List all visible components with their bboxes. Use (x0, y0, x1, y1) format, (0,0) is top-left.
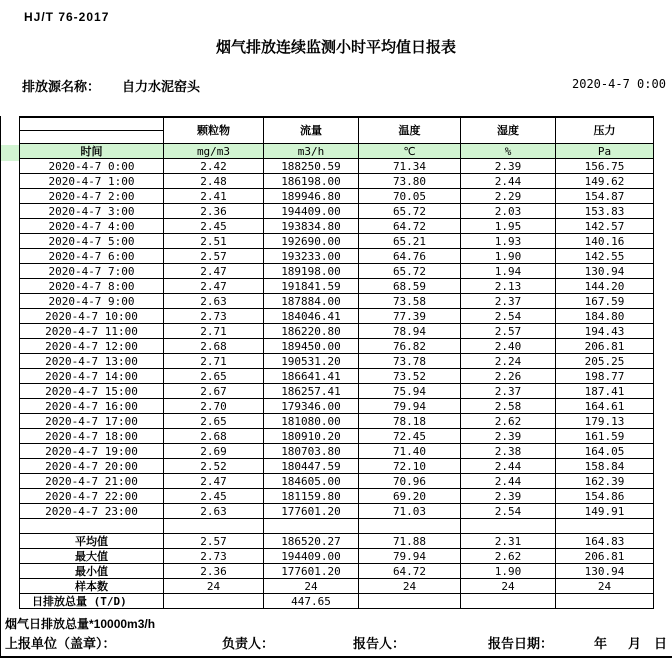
table-row (20, 294, 654, 309)
cell: 2020-4-7 16:00 (20, 399, 164, 414)
cell: 24 (264, 579, 359, 594)
cell: 2.71 (164, 324, 264, 339)
blank-cell (556, 519, 654, 534)
cell: 2.29 (461, 189, 556, 204)
cell: 2020-4-7 15:00 (20, 384, 164, 399)
cell: 1.90 (461, 564, 556, 579)
cell: 2.37 (461, 384, 556, 399)
cell: 2.57 (164, 249, 264, 264)
summary-rows (20, 534, 654, 609)
cell: 70.96 (359, 474, 461, 489)
cell (359, 594, 461, 609)
table-row (20, 339, 654, 354)
cell: 2020-4-7 14:00 (20, 369, 164, 384)
cell: 180703.80 (264, 444, 359, 459)
cell: 149.91 (556, 504, 654, 519)
cell: 2.63 (164, 294, 264, 309)
table-row (20, 354, 654, 369)
col-header-temperature: 温度 (359, 117, 461, 144)
cell: 180447.59 (264, 459, 359, 474)
table-row (20, 369, 654, 384)
cell: 188250.59 (264, 159, 359, 174)
cell: 158.84 (556, 459, 654, 474)
cell: 187884.00 (264, 294, 359, 309)
cell: 180910.20 (264, 429, 359, 444)
cell: 1.95 (461, 219, 556, 234)
table-row (20, 219, 654, 234)
cell: 2.37 (461, 294, 556, 309)
unit-particulate: mg/m3 (164, 144, 264, 159)
cell: 24 (164, 579, 264, 594)
table-row (20, 504, 654, 519)
sheet-left-edge (0, 116, 1, 658)
table-row (20, 309, 654, 324)
cell: 2.44 (461, 174, 556, 189)
cell: 24 (461, 579, 556, 594)
cell: 最大值 (20, 549, 164, 564)
cell: 2.52 (164, 459, 264, 474)
summary-row (20, 534, 654, 549)
cell: 187.41 (556, 384, 654, 399)
cell: 75.94 (359, 384, 461, 399)
cell: 447.65 (264, 594, 359, 609)
cell: 2.39 (461, 159, 556, 174)
cell: 164.05 (556, 444, 654, 459)
table-row (20, 159, 654, 174)
cell: 64.72 (359, 219, 461, 234)
cell: 2020-4-7 22:00 (20, 489, 164, 504)
cell: 2020-4-7 8:00 (20, 279, 164, 294)
year-label: 年 (594, 636, 608, 651)
report-title: 烟气排放连续监测小时平均值日报表 (215, 39, 456, 56)
cell: 71.03 (359, 504, 461, 519)
cell: 2.38 (461, 444, 556, 459)
cell: 78.18 (359, 414, 461, 429)
cell: 2.54 (461, 309, 556, 324)
cell: 65.72 (359, 204, 461, 219)
report-datetime: 2020-4-7 0:00 (572, 77, 666, 91)
cell: 2.62 (461, 549, 556, 564)
cell: 2.45 (164, 219, 264, 234)
cell: 2.13 (461, 279, 556, 294)
blank-cell (164, 519, 264, 534)
cell: 154.87 (556, 189, 654, 204)
cell: 78.94 (359, 324, 461, 339)
cell: 2.73 (164, 309, 264, 324)
cell: 2020-4-7 13:00 (20, 354, 164, 369)
table-row (20, 459, 654, 474)
cell: 167.59 (556, 294, 654, 309)
table-row (20, 174, 654, 189)
cell: 162.39 (556, 474, 654, 489)
cell: 2.63 (164, 504, 264, 519)
cell: 161.59 (556, 429, 654, 444)
spacer-row (20, 519, 654, 534)
cell: 2.67 (164, 384, 264, 399)
cell: 205.25 (556, 354, 654, 369)
cell: 186220.80 (264, 324, 359, 339)
cell: 样本数 (20, 579, 164, 594)
table-row (20, 189, 654, 204)
col-header-particulate: 颗粒物 (164, 117, 264, 144)
blank-cell (264, 519, 359, 534)
cell: 71.34 (359, 159, 461, 174)
cell: 73.58 (359, 294, 461, 309)
cell: 194409.00 (264, 204, 359, 219)
cell: 2020-4-7 12:00 (20, 339, 164, 354)
cell: 206.81 (556, 549, 654, 564)
cell: 2.39 (461, 429, 556, 444)
table-row (20, 474, 654, 489)
cell: 2020-4-7 10:00 (20, 309, 164, 324)
cell: 186520.27 (264, 534, 359, 549)
cell: 177601.20 (264, 504, 359, 519)
cell: 193233.00 (264, 249, 359, 264)
source-name-value: 自力水泥窑头 (122, 79, 201, 94)
table-row (20, 444, 654, 459)
cell: 144.20 (556, 279, 654, 294)
cell: 181080.00 (264, 414, 359, 429)
table-row (20, 264, 654, 279)
cell: 164.83 (556, 534, 654, 549)
summary-row (20, 579, 654, 594)
cell: 190531.20 (264, 354, 359, 369)
cell: 2.44 (461, 459, 556, 474)
cell: 65.21 (359, 234, 461, 249)
cell: 72.45 (359, 429, 461, 444)
cell: 76.82 (359, 339, 461, 354)
table-row (20, 414, 654, 429)
cell: 2020-4-7 20:00 (20, 459, 164, 474)
cell: 2.62 (461, 414, 556, 429)
cell: 2.65 (164, 369, 264, 384)
responsible-person-label: 负责人： (222, 636, 275, 651)
cell: 181159.80 (264, 489, 359, 504)
table-header (20, 117, 654, 159)
cell: 2020-4-7 5:00 (20, 234, 164, 249)
cell: 73.80 (359, 174, 461, 189)
day-label: 日 (654, 636, 668, 651)
report-date-label: 报告日期： (488, 636, 554, 651)
unit-pressure: Pa (556, 144, 654, 159)
cell: 2.69 (164, 444, 264, 459)
cell: 2.45 (164, 489, 264, 504)
cell: 2020-4-7 7:00 (20, 264, 164, 279)
cell: 2.54 (461, 504, 556, 519)
sheet-bottom-edge (0, 656, 672, 658)
cell: 2020-4-7 21:00 (20, 474, 164, 489)
cell: 154.86 (556, 489, 654, 504)
header-row-top (20, 117, 654, 131)
cell: 64.76 (359, 249, 461, 264)
cell: 2.36 (164, 204, 264, 219)
cell: 2.58 (461, 399, 556, 414)
cell: 2.42 (164, 159, 264, 174)
cell: 186641.41 (264, 369, 359, 384)
table-row (20, 384, 654, 399)
summary-row (20, 549, 654, 564)
cell: 77.39 (359, 309, 461, 324)
cell: 164.61 (556, 399, 654, 414)
cell: 206.81 (556, 339, 654, 354)
cell: 191841.59 (264, 279, 359, 294)
cell: 193834.80 (264, 219, 359, 234)
blank-cell (359, 519, 461, 534)
total-emission-note: 烟气日排放总量*10000m3/h (5, 617, 156, 631)
month-label: 月 (628, 636, 642, 651)
cell: 179.13 (556, 414, 654, 429)
source-name-label: 排放源名称： (22, 79, 101, 94)
cell: 2.68 (164, 339, 264, 354)
cell: 198.77 (556, 369, 654, 384)
cell: 142.57 (556, 219, 654, 234)
cell (556, 594, 654, 609)
cell: 2020-4-7 3:00 (20, 204, 164, 219)
cell (461, 594, 556, 609)
cell: 2.41 (164, 189, 264, 204)
cell: 2.26 (461, 369, 556, 384)
cell: 194409.00 (264, 549, 359, 564)
cell: 189450.00 (264, 339, 359, 354)
cell: 130.94 (556, 564, 654, 579)
cell: 2.40 (461, 339, 556, 354)
cell: 2.57 (164, 534, 264, 549)
spacer-section (20, 519, 654, 534)
cell: 1.94 (461, 264, 556, 279)
table-row (20, 249, 654, 264)
cell: 79.94 (359, 399, 461, 414)
cell: 149.62 (556, 174, 654, 189)
cell: 68.59 (359, 279, 461, 294)
cell: 2.44 (461, 474, 556, 489)
cell: 64.72 (359, 564, 461, 579)
cell: 24 (359, 579, 461, 594)
cell: 186198.00 (264, 174, 359, 189)
cell: 2.47 (164, 279, 264, 294)
cell: 69.20 (359, 489, 461, 504)
cell: 24 (556, 579, 654, 594)
cell: 2020-4-7 4:00 (20, 219, 164, 234)
cell: 142.55 (556, 249, 654, 264)
cell: 156.75 (556, 159, 654, 174)
cell: 65.72 (359, 264, 461, 279)
summary-row (20, 564, 654, 579)
cell: 71.40 (359, 444, 461, 459)
time-column-header: 时间 (20, 144, 164, 159)
col-header-flow: 流量 (264, 117, 359, 144)
cell: 153.83 (556, 204, 654, 219)
cell: 2020-4-7 18:00 (20, 429, 164, 444)
cell: 140.16 (556, 234, 654, 249)
cell: 2.24 (461, 354, 556, 369)
monitoring-table (19, 116, 654, 609)
cell: 2.70 (164, 399, 264, 414)
table-row (20, 279, 654, 294)
table-row (20, 204, 654, 219)
cell: 2020-4-7 9:00 (20, 294, 164, 309)
cell: 189198.00 (264, 264, 359, 279)
unit-humidity: % (461, 144, 556, 159)
cell: 1.90 (461, 249, 556, 264)
cell: 189946.80 (264, 189, 359, 204)
cell: 2.31 (461, 534, 556, 549)
blank-cell (20, 519, 164, 534)
cell: 79.94 (359, 549, 461, 564)
cell: 2.47 (164, 264, 264, 279)
cell: 2020-4-7 6:00 (20, 249, 164, 264)
cell: 194.43 (556, 324, 654, 339)
summary-row (20, 594, 654, 609)
table-row (20, 489, 654, 504)
cell: 72.10 (359, 459, 461, 474)
cell: 2.51 (164, 234, 264, 249)
cell: 2020-4-7 1:00 (20, 174, 164, 189)
standard-code: HJ/T 76-2017 (24, 10, 110, 24)
emission-source-row (22, 76, 200, 95)
cell: 2.71 (164, 354, 264, 369)
col-header-pressure: 压力 (556, 117, 654, 144)
table-row (20, 429, 654, 444)
cell: 70.05 (359, 189, 461, 204)
cell: 2.73 (164, 549, 264, 564)
cell: 2020-4-7 19:00 (20, 444, 164, 459)
cell: 2020-4-7 23:00 (20, 504, 164, 519)
table-row (20, 234, 654, 249)
blank-cell (20, 117, 164, 131)
cell: 2.03 (461, 204, 556, 219)
cell: 186257.41 (264, 384, 359, 399)
cell: 2020-4-7 17:00 (20, 414, 164, 429)
row-highlight-strip (0, 145, 20, 161)
units-row (20, 144, 654, 159)
cell: 71.88 (359, 534, 461, 549)
cell: 日排放总量 (T/D) (20, 594, 164, 609)
cell: 177601.20 (264, 564, 359, 579)
cell: 2.39 (461, 489, 556, 504)
cell: 平均值 (20, 534, 164, 549)
cell: 2.48 (164, 174, 264, 189)
blank-cell (20, 131, 164, 144)
hourly-data-rows (20, 159, 654, 519)
cell: 2020-4-7 0:00 (20, 159, 164, 174)
cell: 184.80 (556, 309, 654, 324)
cell: 2.57 (461, 324, 556, 339)
col-header-humidity: 湿度 (461, 117, 556, 144)
cell: 2020-4-7 2:00 (20, 189, 164, 204)
unit-flow: m3/h (264, 144, 359, 159)
reporting-unit-label: 上报单位（盖章）： (5, 636, 116, 651)
table-row (20, 324, 654, 339)
cell: 2020-4-7 11:00 (20, 324, 164, 339)
cell: 192690.00 (264, 234, 359, 249)
cell: 2.36 (164, 564, 264, 579)
cell (164, 594, 264, 609)
cell: 130.94 (556, 264, 654, 279)
signature-row (0, 633, 672, 651)
blank-cell (461, 519, 556, 534)
cell: 184046.41 (264, 309, 359, 324)
cell: 73.52 (359, 369, 461, 384)
cell: 179346.00 (264, 399, 359, 414)
cell: 2.68 (164, 429, 264, 444)
cell: 最小值 (20, 564, 164, 579)
unit-temperature: ℃ (359, 144, 461, 159)
table-row (20, 399, 654, 414)
cell: 2.65 (164, 414, 264, 429)
cell: 1.93 (461, 234, 556, 249)
reporter-label: 报告人： (353, 636, 406, 651)
cell: 184605.00 (264, 474, 359, 489)
cell: 73.78 (359, 354, 461, 369)
cell: 2.47 (164, 474, 264, 489)
